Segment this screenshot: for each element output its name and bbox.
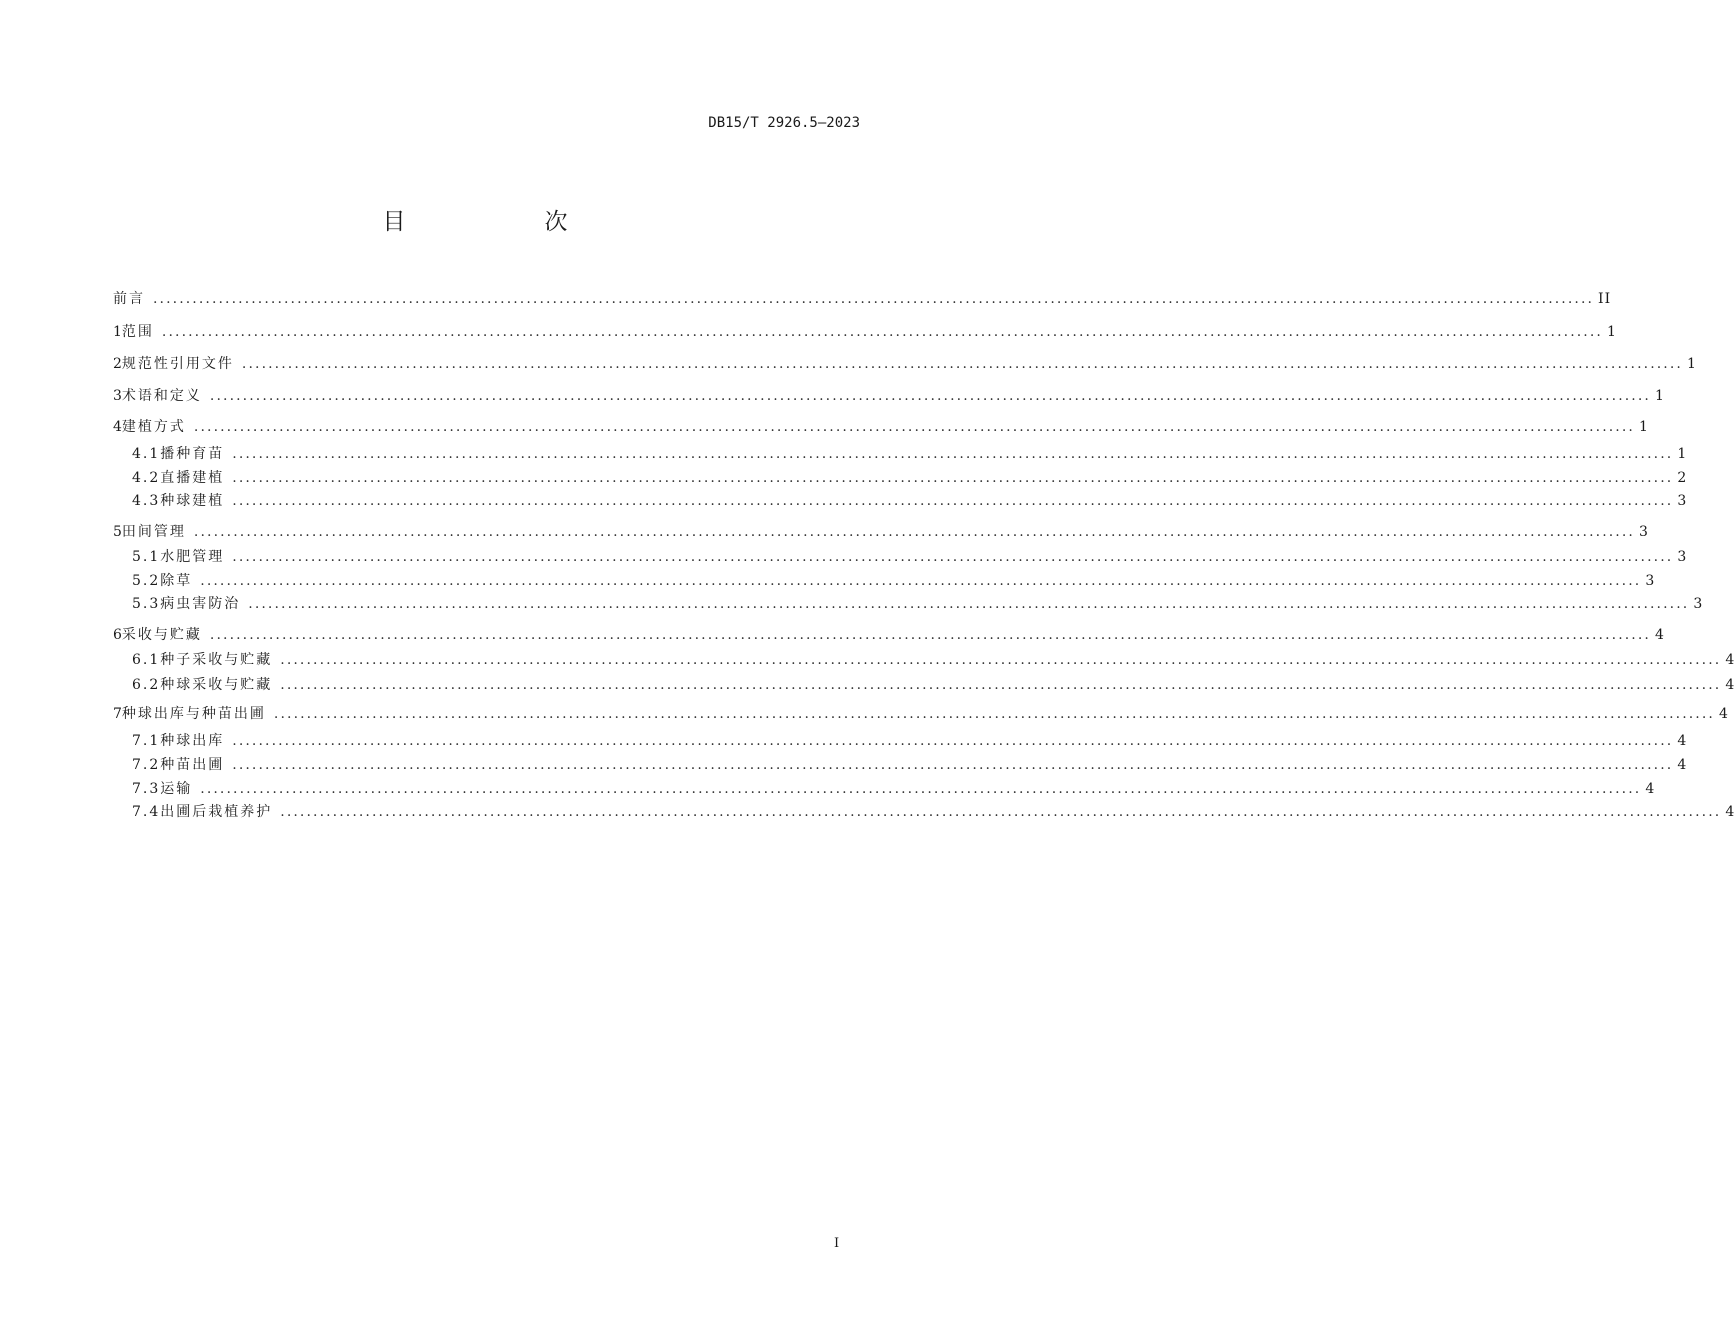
toc-dot-leader: ............................................................................................................................................................................................................................ bbox=[161, 324, 1603, 340]
toc-entry-page: 1 bbox=[1607, 324, 1617, 340]
toc-entry-page: 4 bbox=[1725, 652, 1735, 668]
toc-dot-leader: ............................................................................................................................................................................................................................ bbox=[232, 757, 1674, 773]
toc-entry-number: 6.2 bbox=[132, 677, 161, 693]
toc-entry-label: 范围 bbox=[121, 324, 154, 340]
toc-entry-label: 直播建植 bbox=[160, 470, 225, 486]
toc-entry-number: 5.1 bbox=[132, 549, 161, 565]
toc-entry-label: 种苗出圃 bbox=[160, 757, 225, 773]
toc-dot-leader: ............................................................................................................................................................................................................................ bbox=[248, 596, 1690, 612]
toc-dot-leader: ............................................................................................................................................................................................................................ bbox=[200, 573, 1642, 589]
toc-entry-page: 4 bbox=[1655, 627, 1665, 643]
toc-entry-page: 1 bbox=[1655, 388, 1665, 404]
toc-dot-leader: ............................................................................................................................................................................................................................ bbox=[232, 446, 1674, 462]
toc-entry-label: 采收与贮藏 bbox=[121, 627, 202, 643]
toc-entry-page: 4 bbox=[1677, 733, 1688, 749]
toc-entry-number: 4 bbox=[113, 419, 122, 435]
toc-entry-page: II bbox=[1598, 291, 1612, 307]
toc-entry-number: 7.3 bbox=[132, 781, 161, 797]
toc-entry-label: 水肥管理 bbox=[160, 549, 225, 565]
toc-entry[interactable] bbox=[132, 674, 1735, 694]
toc-dot-leader: ............................................................................................................................................................................................................................ bbox=[280, 652, 1722, 668]
toc-entry-label: 建植方式 bbox=[121, 419, 186, 435]
toc-entry-label: 种子采收与贮藏 bbox=[160, 652, 273, 668]
toc-dot-leader: ............................................................................................................................................................................................................................ bbox=[209, 627, 1651, 643]
toc-entry-number: 6.1 bbox=[132, 652, 161, 668]
toc-entry-label: 种球出库与种苗出圃 bbox=[121, 706, 266, 722]
toc-entry[interactable] bbox=[113, 385, 1665, 405]
toc-entry-page: 3 bbox=[1677, 549, 1688, 565]
toc-entry-label: 规范性引用文件 bbox=[121, 356, 234, 372]
toc-entry[interactable] bbox=[113, 521, 1649, 541]
toc-entry-page: 4 bbox=[1725, 804, 1735, 820]
toc-entry[interactable] bbox=[132, 467, 1688, 487]
document-code: DB15/T 2926.5—2023 bbox=[708, 115, 860, 131]
toc-entry-page: 2 bbox=[1677, 470, 1688, 486]
toc-entry-page: 3 bbox=[1693, 596, 1704, 612]
toc-title: 目 次 bbox=[382, 209, 626, 235]
toc-entry-number: 7.2 bbox=[132, 757, 161, 773]
toc-entry-number: 4.3 bbox=[132, 493, 161, 509]
toc-entry[interactable] bbox=[132, 730, 1688, 750]
toc-entry-page: 3 bbox=[1639, 524, 1649, 540]
toc-entry-page: 4 bbox=[1719, 706, 1729, 722]
toc-dot-leader: ............................................................................................................................................................................................................................ bbox=[200, 781, 1642, 797]
toc-entry-page: 1 bbox=[1687, 356, 1697, 372]
toc-entry-page: 1 bbox=[1639, 419, 1649, 435]
toc-entry-label: 出圃后栽植养护 bbox=[160, 804, 273, 820]
toc-dot-leader: ............................................................................................................................................................................................................................ bbox=[280, 804, 1722, 820]
toc-entry[interactable] bbox=[113, 416, 1649, 436]
toc-dot-leader: ............................................................................................................................................................................................................................ bbox=[232, 549, 1674, 565]
toc-entry-number: 5.2 bbox=[132, 573, 161, 589]
toc-entry[interactable] bbox=[132, 593, 1704, 613]
toc-entry-label: 种球建植 bbox=[160, 493, 225, 509]
toc-entry[interactable] bbox=[132, 570, 1656, 590]
toc-entry-number: 4.2 bbox=[132, 470, 161, 486]
toc-dot-leader: ............................................................................................................................................................................................................................ bbox=[193, 419, 1635, 435]
toc-dot-leader: ............................................................................................................................................................................................................................ bbox=[193, 524, 1635, 540]
toc-dot-leader: ............................................................................................................................................................................................................................ bbox=[280, 677, 1722, 693]
toc-entry-label: 种球出库 bbox=[160, 733, 225, 749]
toc-entry-number: 5.3 bbox=[132, 596, 161, 612]
toc-entry-label: 病虫害防治 bbox=[160, 596, 241, 612]
toc-entry[interactable] bbox=[132, 490, 1688, 510]
toc-entry-label: 前言 bbox=[113, 291, 145, 307]
toc-entry-label: 田间管理 bbox=[121, 524, 186, 540]
toc-entry-number: 5 bbox=[113, 524, 122, 540]
toc-entry-number: 4.1 bbox=[132, 446, 161, 462]
toc-entry-label: 种球采收与贮藏 bbox=[160, 677, 273, 693]
toc-entry-page: 4 bbox=[1645, 781, 1656, 797]
toc-entry[interactable] bbox=[113, 353, 1697, 373]
toc-entry[interactable] bbox=[132, 801, 1735, 821]
toc-entry[interactable] bbox=[113, 321, 1617, 341]
toc-entry[interactable] bbox=[132, 754, 1688, 774]
toc-entry[interactable] bbox=[113, 288, 1612, 308]
toc-entry-label: 除草 bbox=[160, 573, 193, 589]
toc-entry-number: 7.1 bbox=[132, 733, 161, 749]
page-number: I bbox=[834, 1236, 840, 1251]
toc-entry-label: 术语和定义 bbox=[121, 388, 202, 404]
toc-dot-leader: ............................................................................................................................................................................................................................ bbox=[232, 493, 1674, 509]
toc-dot-leader: ............................................................................................................................................................................................................................ bbox=[241, 356, 1683, 372]
toc-entry-label: 运输 bbox=[160, 781, 193, 797]
toc-dot-leader: ............................................................................................................................................................................................................................ bbox=[232, 733, 1674, 749]
toc-entry[interactable] bbox=[113, 624, 1665, 644]
toc-entry[interactable] bbox=[132, 778, 1656, 798]
toc-entry-number: 1 bbox=[113, 324, 122, 340]
toc-entry-page: 1 bbox=[1677, 446, 1688, 462]
toc-entry-page: 3 bbox=[1677, 493, 1688, 509]
toc-entry-page: 4 bbox=[1677, 757, 1688, 773]
toc-entry-page: 3 bbox=[1645, 573, 1656, 589]
toc-entry[interactable] bbox=[132, 649, 1735, 669]
toc-entry-number: 7 bbox=[113, 706, 122, 722]
toc-entry-number: 7.4 bbox=[132, 804, 161, 820]
toc-entry-page: 4 bbox=[1725, 677, 1735, 693]
toc-entry-number: 6 bbox=[113, 627, 122, 643]
toc-entry[interactable] bbox=[113, 703, 1729, 723]
toc-dot-leader: ............................................................................................................................................................................................................................ bbox=[232, 470, 1674, 486]
toc-dot-leader: ............................................................................................................................................................................................................................ bbox=[209, 388, 1651, 404]
toc-dot-leader: ............................................................................................................................................................................................................................ bbox=[273, 706, 1715, 722]
toc-entry[interactable] bbox=[132, 443, 1688, 463]
toc-entry-label: 播种育苗 bbox=[160, 446, 225, 462]
toc-entry[interactable] bbox=[132, 546, 1688, 566]
toc-dot-leader: ............................................................................................................................................................................................................................ bbox=[153, 291, 1595, 307]
toc-entry-number: 2 bbox=[113, 356, 122, 372]
toc-entry-number: 3 bbox=[113, 388, 122, 404]
